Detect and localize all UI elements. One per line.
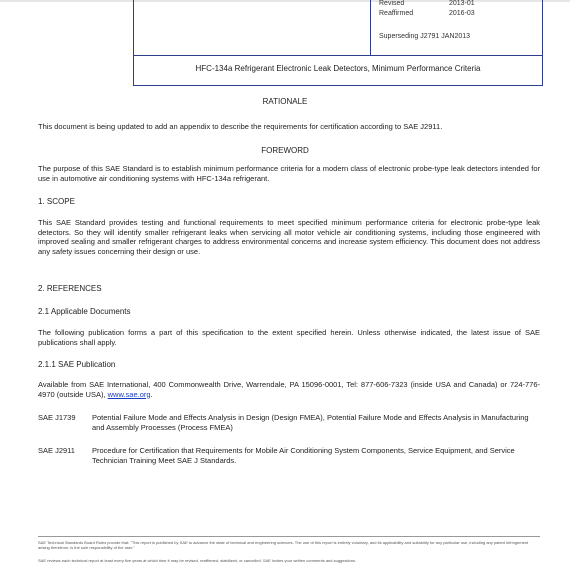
reference-text-j1739: Potential Failure Mode and Effects Analysis in Design (Design FMEA), Potential Failure Mode and Effects Analysis in Manufacturing and Assembly Processes (Process FMEA) [92,413,529,432]
footer-review-text: SAE reviews each technical report at least every five years at which time it may be revised, reaffirmed, stabilized, or cancelled. SAE invites your written comments and suggestions. [38,558,357,563]
revised-label: Revised [379,0,405,7]
scope-text: This SAE Standard provides testing and functional requirements to meet specified minimum performance criteria for electronic probe-type leak detectors. So they will identify smaller refrigerant leaks when servicing all motor vehicle air conditioning systems, including those engineered with improved sealing and smaller refrigerant charges to address environmental concerns and increase system efficiency. This document does not address any safety issues concerning their design or use. [38,218,540,256]
rationale-text: This document is being updated to add an appendix to describe the requirements for certification according to SAE J2911. [38,122,443,131]
references-heading: 2. REFERENCES [38,284,102,293]
document-header-box [133,0,543,86]
superseding-note: Superseding J2791 JAN2013 [379,33,471,40]
footer-rule [38,536,540,537]
sae-publication-text-main: Available from SAE International, 400 Commonwealth Drive, Warrendale, PA 15096-0001, Tel: 877-606-7323 (inside USA and Canada) or 724-776-4970 (outside USA), [38,380,540,399]
applicable-documents-text: The following publication forms a part of this specification to the extent specified herein. Unless otherwise indicated, the latest issue of SAE publications shall apply. [38,328,540,347]
sae-publication-text-end: . [150,389,153,399]
reference-code-j1739: SAE J1739 [38,413,76,422]
scope-heading: 1. SCOPE [38,197,75,206]
revised-date: 2013-01 [449,0,475,7]
header-divider-horizontal [134,55,542,56]
reaffirmed-date: 2016-03 [449,10,475,17]
rationale-heading: RATIONALE [262,97,308,106]
header-divider-vertical [370,0,371,55]
sae-website-link[interactable]: www.sae.org [107,389,151,399]
foreword-text: The purpose of this SAE Standard is to establish minimum performance criteria for a modern class of electronic probe-type leak detectors intended for use in automotive air conditioning systems with HFC-134a refrigerant. [38,164,540,183]
footer-rules-text: SAE Technical Standards Board Rules provide that: "This report is published by SAE to advance the state of technical and engineering sciences. The use of this report is entirely voluntary, and its applicability and suitability for any particular use, including any patent infringement arising therefrom, is the sole responsibility of the user." [38,540,529,550]
reaffirmed-label: Reaffirmed [379,10,414,17]
reference-code-j2911: SAE J2911 [38,446,75,455]
reference-text-j2911: Procedure for Certification that Requirements for Mobile Air Conditioning System Components, Service Equipment, and Service Technician Training Meet SAE J Standards. [92,446,515,465]
sae-publication-text [38,380,540,399]
foreword-heading: FOREWORD [261,146,309,155]
sae-publication-heading: 2.1.1 SAE Publication [38,360,116,369]
document-title: HFC-134a Refrigerant Electronic Leak Detectors, Minimum Performance Criteria [195,64,481,73]
applicable-documents-heading: 2.1 Applicable Documents [38,307,131,316]
